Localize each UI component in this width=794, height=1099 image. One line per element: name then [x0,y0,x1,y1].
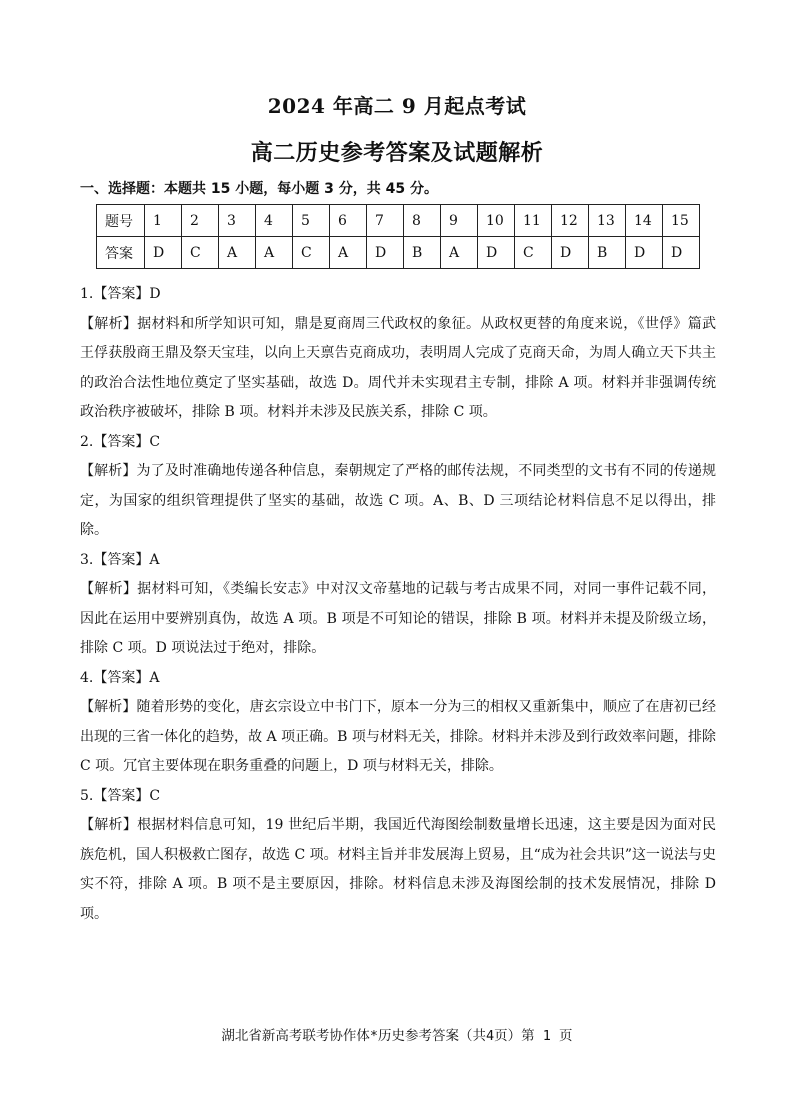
answer-cell: D [663,237,700,269]
answer-cell: B [589,237,626,269]
answer-line: 1.【答案】D [80,286,161,302]
question-block-3 [80,546,716,664]
question-number-cell: 6 [330,205,367,237]
question-number-cell: 12 [552,205,589,237]
question-number-cell: 11 [515,205,552,237]
page-footer: 湖北省新高考联考协作体*历史参考答案（共4页）第 1 页 [221,1028,573,1044]
row-label-answer: 答案 [97,237,145,269]
answer-table [96,204,700,269]
question-number-cell: 13 [589,205,626,237]
explanation-text: 【解析】据材料和所学知识可知，鼎是夏商周三代政权的象征。从政权更替的角度来说，《世俘》篇武王俘获殷商王鼎及祭天宝珪，以向上天禀告克商成功，表明周人完成了克商天命，为周人确立天下共主的政治合法性地位奠定了坚实基础，故选 D。周代并未实现君主专制，排除 A 项。材料并非强调传统政治秩序被破坏，排除 B 项。材料并未涉及民族关系，排除 C 项。 [80,315,716,420]
answer-table-answer-row [97,237,700,269]
answer-cell: D [626,237,663,269]
question-block-1 [80,280,716,428]
answer-line: 4.【答案】A [80,669,160,686]
question-number-cell: 1 [145,205,182,237]
answer-cell: D [478,237,515,269]
answer-line: 3.【答案】A [80,551,160,568]
answer-cell: D [367,237,404,269]
question-block-5 [80,782,716,930]
section-heading: 一、选择题：本题共 15 小题，每小题 3 分，共 45 分。 [80,181,438,197]
answer-line: 5.【答案】C [80,787,161,804]
answer-table-number-row [97,205,700,237]
question-number-cell: 7 [367,205,404,237]
question-number-cell: 15 [663,205,700,237]
question-number-cell: 5 [293,205,330,237]
page-title: 2024 年高二 9 月起点考试 [267,94,527,118]
explanation-text: 【解析】随着形势的变化，唐玄宗设立中书门下，原本一分为三的相权又重新集中，顺应了在唐初已经出现的三省一体化的趋势，故 A 项正确。B 项与材料无关，排除。材料并未涉及到行政效率问题，排除 C 项。冗官主要体现在职务重叠的问题上，D 项与材料无关，排除。 [80,699,716,774]
question-number-cell: 14 [626,205,663,237]
answer-cell: D [145,237,182,269]
question-block-4 [80,664,716,782]
explanation-text: 【解析】根据材料信息可知，19 世纪后半期，我国近代海图绘制数量增长迅速，这主要是因为面对民族危机，国人积极救亡图存，故选 C 项。材料主旨并非发展海上贸易，且“成为社会共识”这一说法与史实不符，排除 A 项。B 项不是主要原因，排除。材料信息未涉及海图绘制的技术发展情况，排除 D 项。 [80,817,716,922]
question-block-2 [80,428,716,546]
page-subtitle: 高二历史参考答案及试题解析 [250,140,544,166]
explanation-text: 【解析】据材料可知，《类编长安志》中对汉文帝墓地的记载与考古成果不同，对同一事件记载不同，因此在运用中要辨别真伪，故选 A 项。B 项是不可知论的错误，排除 B 项。材料并未提及阶级立场，排除 C 项。D 项说法过于绝对，排除。 [80,581,716,656]
question-number-cell: 9 [441,205,478,237]
answer-cell: A [256,237,293,269]
question-number-cell: 2 [182,205,219,237]
question-number-cell: 3 [219,205,256,237]
answer-cell: A [219,237,256,269]
row-label-number: 题号 [97,205,145,237]
answer-cell: C [515,237,552,269]
question-number-cell: 8 [404,205,441,237]
question-number-cell: 4 [256,205,293,237]
explanations [80,280,716,929]
answer-cell: A [441,237,478,269]
answer-cell: A [330,237,367,269]
answer-cell: D [552,237,589,269]
question-number-cell: 10 [478,205,515,237]
answer-cell: C [182,237,219,269]
explanation-text: 【解析】为了及时准确地传递各种信息，秦朝规定了严格的邮传法规，不同类型的文书有不同的传递规定，为国家的组织管理提供了坚实的基础，故选 C 项。A、B、D 三项结论材料信息不足以得出，排除。 [80,463,716,538]
answer-cell: C [293,237,330,269]
answer-line: 2.【答案】C [80,433,161,450]
answer-cell: B [404,237,441,269]
